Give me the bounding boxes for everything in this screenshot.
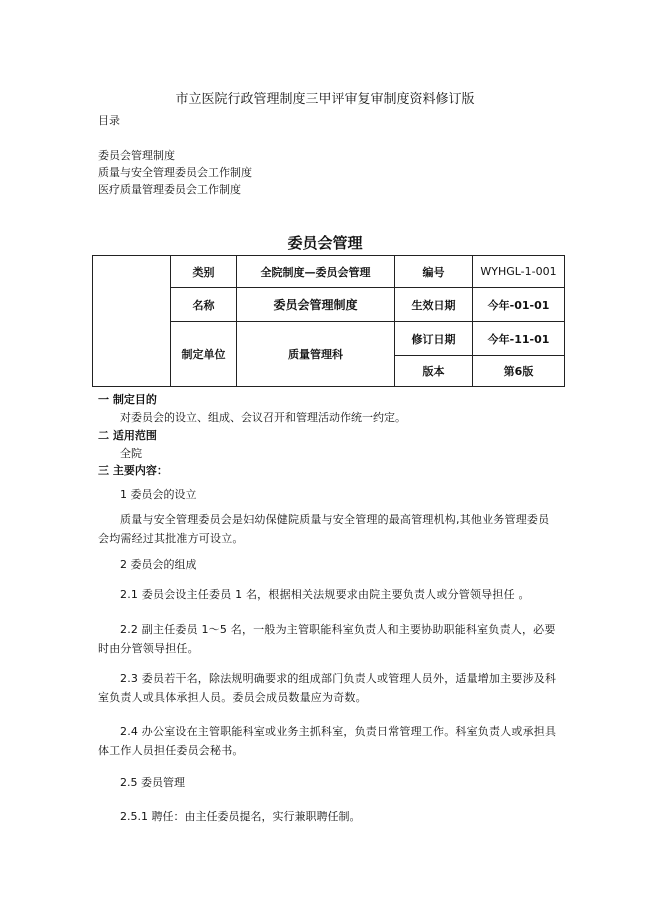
purpose-text: 对委员会的设立、组成、会议召开和管理活动作统一约定。 [120, 411, 406, 424]
section-heading: 委员会管理 [287, 234, 363, 252]
paragraph-2-4: 2.4 办公室设在主管职能科室或业务主抓科室，负责日常管理工作。科室负责人或承担具体工作人员担任委员会秘书。 [98, 725, 557, 757]
category-label: 类别 [171, 256, 237, 288]
info-table [92, 255, 565, 387]
heading-purpose: 一 制定目的 [98, 393, 157, 406]
name-label: 名称 [171, 288, 237, 322]
toc-item: 医疗质量管理委员会工作制度 [98, 183, 241, 196]
code-value: WYHGL-1-001 [473, 256, 565, 288]
toc-item: 委员会管理制度 [98, 149, 175, 162]
paragraph-2-2: 2.2 副主任委员 1～5 名，一般为主管职能科室负责人和主要协助职能科室负责人，必要时由分管领导担任。 [98, 623, 556, 655]
revised-date-value: 今年-11-01 [473, 322, 565, 356]
unit-value: 质量管理科 [237, 322, 395, 387]
toc-item: 质量与安全管理委员会工作制度 [98, 166, 252, 179]
heading-main-content: 三 主要内容： [98, 464, 168, 477]
effective-date-value: 今年-01-01 [473, 288, 565, 322]
toc-list [98, 147, 252, 198]
code-label: 编号 [395, 256, 473, 288]
name-value: 委员会管理制度 [237, 288, 395, 322]
heading-scope: 二 适用范围 [98, 429, 157, 442]
version-value: 第6版 [473, 356, 565, 387]
unit-label: 制定单位 [171, 322, 237, 387]
paragraph-2-3: 2.3 委员若干名，除法规明确要求的组成部门负责人或管理人员外，适量增加主要涉及科室负责人或具体承担人员。委员会成员数量应为奇数。 [98, 672, 557, 704]
paragraph-establishment: 质量与安全管理委员会是妇幼保健院质量与安全管理的最高管理机构,其他业务管理委员会均需经过其批准方可设立。 [98, 513, 550, 545]
subheading-composition: 2 委员会的组成 [120, 558, 197, 571]
toc-label: 目录 [98, 114, 120, 127]
document-title: 市立医院行政管理制度三甲评审复审制度资料修订版 [175, 92, 475, 107]
version-label: 版本 [395, 356, 473, 387]
revised-date-label: 修订日期 [395, 322, 473, 356]
subheading-member-management: 2.5 委员管理 [120, 776, 185, 789]
blank-cell [93, 256, 171, 387]
subheading-establishment: 1 委员会的设立 [120, 488, 197, 501]
paragraph-2-5-1: 2.5.1 聘任：由主任委员提名，实行兼职聘任制。 [120, 810, 361, 823]
effective-date-label: 生效日期 [395, 288, 473, 322]
category-value: 全院制度—委员会管理 [237, 256, 395, 288]
scope-text: 全院 [120, 447, 142, 460]
paragraph-2-1: 2.1 委员会设主任委员 1 名，根据相关法规要求由院主要负责人或分管领导担任 。 [120, 588, 530, 601]
